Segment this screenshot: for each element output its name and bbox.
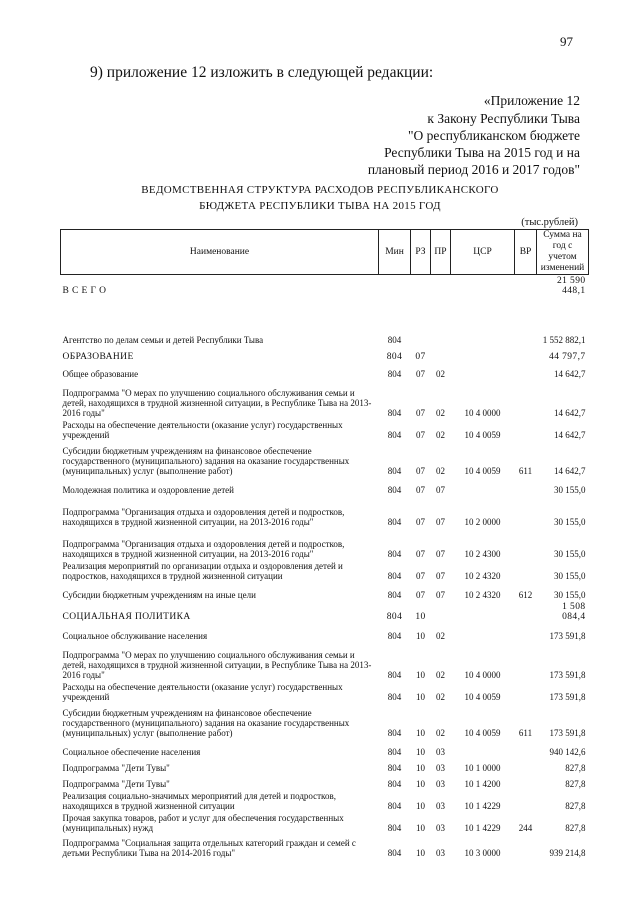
cell-csr — [451, 739, 515, 758]
cell-vr: 244 — [518, 823, 533, 833]
cell-sum: 14 642,7 — [554, 408, 586, 418]
cell-pr: 03 — [436, 801, 445, 811]
cell-csr: 10 1 4229 — [464, 801, 501, 811]
cell-sum: 827,8 — [565, 801, 586, 811]
cell-vr — [515, 601, 537, 623]
cell-vr: 612 — [518, 590, 533, 600]
cell-csr: 10 4 0059 — [464, 430, 501, 440]
table-row — [61, 297, 589, 329]
cell-rz: 07 — [416, 408, 425, 418]
cell-min: 804 — [387, 485, 402, 495]
cell-name: Подпрограмма "Дети Тувы" — [62, 763, 170, 773]
cell-min: 804 — [387, 801, 402, 811]
cell-sum: 21 590 448,1 — [556, 276, 586, 296]
cell-csr — [451, 601, 515, 623]
cell-pr: 02 — [436, 631, 445, 641]
cell-sum: 30 155,0 — [554, 485, 586, 495]
cell-sum: 173 591,8 — [549, 728, 586, 738]
cell-csr: 10 4 0000 — [464, 670, 501, 680]
cell-min: 804 — [387, 335, 402, 345]
cell-name: Подпрограмма "Дети Тувы" — [62, 779, 170, 789]
header-min: Мин — [379, 230, 411, 275]
cell-name: Реализация социально-значимых мероприятий для детей и подростков, находящихся в трудной жизненной ситуации — [62, 791, 336, 811]
cell-vr: 611 — [518, 466, 533, 476]
cell-min: 804 — [387, 692, 402, 702]
table-row — [61, 601, 589, 623]
cell-sum: 173 591,8 — [549, 631, 586, 641]
header-csr: ЦСР — [451, 230, 515, 275]
cell-csr: 10 2 4300 — [464, 549, 501, 559]
cell-name — [61, 297, 379, 329]
cell-vr — [515, 419, 537, 441]
cell-name: Агентство по делам семьи и детей Республики Тыва — [62, 335, 264, 345]
cell-rz: 10 — [416, 728, 425, 738]
cell-pr: 03 — [436, 763, 445, 773]
cell-min: 804 — [387, 763, 402, 773]
cell-vr — [515, 681, 537, 703]
cell-min: 804 — [387, 670, 402, 680]
cell-rz: 10 — [416, 823, 425, 833]
cell-min: 804 — [387, 728, 402, 738]
cell-rz: 10 — [416, 670, 425, 680]
cell-min: 804 — [387, 369, 402, 379]
cell-min: 804 — [387, 517, 402, 527]
cell-pr — [431, 297, 451, 329]
cell-rz: 10 — [416, 779, 425, 789]
cell-vr — [515, 623, 537, 642]
table-row — [61, 477, 589, 496]
cell-pr: 02 — [436, 670, 445, 680]
cell-name: Подпрограмма "Организация отдыха и оздоровления детей и подростков, находящихся в трудной жизненной ситуации, на 2013-2016 годы" — [62, 539, 345, 559]
cell-pr: 03 — [436, 779, 445, 789]
cell-vr — [515, 275, 537, 298]
cell-csr: 10 2 4320 — [464, 590, 501, 600]
cell-min: 804 — [387, 590, 402, 600]
table-row — [61, 834, 589, 859]
cell-rz: 10 — [416, 801, 425, 811]
cell-sum: 30 155,0 — [554, 590, 586, 600]
cell-name: Социальное обеспечение населения — [62, 747, 201, 757]
page-number: 97 — [560, 34, 573, 49]
cell-vr — [515, 346, 537, 363]
cell-pr: 07 — [436, 485, 445, 495]
document-title-line: ВЕДОМСТВЕННАЯ СТРУКТУРА РАСХОДОВ РЕСПУБЛИКАНСКОГО — [141, 184, 499, 196]
table-row — [61, 560, 589, 582]
table-row — [61, 528, 589, 560]
cell-sum: 14 642,7 — [554, 430, 586, 440]
table-row — [61, 419, 589, 441]
cell-pr: 03 — [436, 823, 445, 833]
cell-vr — [515, 297, 537, 329]
cell-vr: 611 — [518, 728, 533, 738]
cell-pr: 07 — [436, 590, 445, 600]
cell-rz — [411, 297, 431, 329]
cell-pr — [431, 601, 451, 623]
cell-rz: 07 — [416, 549, 425, 559]
cell-vr — [515, 560, 537, 582]
cell-min: 804 — [387, 747, 402, 757]
cell-vr — [515, 739, 537, 758]
cell-rz: 10 — [416, 848, 425, 858]
cell-name: Расходы на обеспечение деятельности (оказание услуг) государственных учреждений — [62, 420, 343, 440]
cell-min: 804 — [387, 779, 402, 789]
table-header-row — [61, 230, 589, 275]
cell-min: 804 — [386, 352, 403, 362]
table-row — [61, 496, 589, 528]
header-vr: ВР — [515, 230, 537, 275]
cell-name: Подпрограмма "Организация отдыха и оздоровления детей и подростков, находящихся в трудной жизненной ситуации, на 2013-2016 годы" — [62, 507, 345, 527]
cell-sum: 173 591,8 — [549, 670, 586, 680]
cell-rz — [411, 275, 431, 298]
cell-sum: 14 642,7 — [554, 369, 586, 379]
appendix-header-line: к Закону Республики Тыва — [427, 111, 580, 126]
cell-rz: 07 — [416, 369, 425, 379]
table-row — [61, 681, 589, 703]
cell-csr — [451, 297, 515, 329]
header-rz: РЗ — [411, 230, 431, 275]
cell-name: В С Е Г О — [62, 286, 107, 296]
cell-pr — [431, 346, 451, 363]
appendix-header-line: Республики Тыва на 2015 год и на — [384, 145, 580, 160]
cell-name: Субсидии бюджетным учреждениям на финансовое обеспечение государственного (муниципального) задания на оказание государственных (муниципальных) услуг (выполнение работ) — [62, 446, 350, 476]
cell-csr — [451, 346, 515, 363]
document-title-line: БЮДЖЕТА РЕСПУБЛИКИ ТЫВА НА 2015 ГОД — [199, 200, 441, 212]
cell-sum: 30 155,0 — [554, 571, 586, 581]
cell-min: 804 — [387, 430, 402, 440]
cell-csr: 10 4 0059 — [464, 728, 501, 738]
cell-csr: 10 1 4229 — [464, 823, 501, 833]
appendix-header-line: "О республиканском бюджете — [407, 128, 580, 143]
table-row — [61, 703, 589, 739]
cell-vr — [515, 363, 537, 380]
cell-vr — [515, 477, 537, 496]
cell-pr: 03 — [436, 848, 445, 858]
table-row — [61, 812, 589, 834]
cell-vr — [515, 642, 537, 681]
cell-sum: 940 142,6 — [549, 747, 586, 757]
cell-sum: 827,8 — [565, 779, 586, 789]
cell-min: 804 — [387, 549, 402, 559]
header-pr: ПР — [431, 230, 451, 275]
cell-pr: 07 — [436, 517, 445, 527]
table-row — [61, 758, 589, 774]
cell-name: Субсидии бюджетным учреждениям на финансовое обеспечение государственного (муниципального) задания на оказание государственных (муниципальных) услуг (выполнение работ) — [62, 708, 350, 738]
cell-min: 804 — [387, 848, 402, 858]
cell-vr — [515, 774, 537, 790]
cell-pr: 02 — [436, 692, 445, 702]
cell-name: Социальное обслуживание населения — [62, 631, 208, 641]
cell-csr: 10 2 0000 — [464, 517, 501, 527]
cell-rz: 10 — [416, 763, 425, 773]
header-sum: Сумма на год с учетом изменений — [537, 230, 589, 275]
cell-vr — [515, 496, 537, 528]
table-row — [61, 441, 589, 477]
cell-pr: 02 — [436, 430, 445, 440]
cell-csr: 10 2 4320 — [464, 571, 501, 581]
table-row — [61, 774, 589, 790]
table-row — [61, 363, 589, 380]
cell-csr: 10 3 0000 — [464, 848, 501, 858]
appendix-header-line: плановый период 2016 и 2017 годов" — [367, 162, 580, 177]
appendix-header-line: «Приложение 12 — [483, 93, 580, 108]
cell-csr — [451, 329, 515, 346]
cell-name: ОБРАЗОВАНИЕ — [62, 352, 134, 362]
table-row — [61, 275, 589, 298]
cell-rz: 10 — [416, 747, 425, 757]
cell-sum: 44 797,7 — [549, 352, 586, 362]
cell-pr: 02 — [436, 728, 445, 738]
cell-vr — [515, 834, 537, 859]
cell-sum: 1 552 882,1 — [542, 335, 586, 345]
cell-pr: 07 — [436, 549, 445, 559]
table-row — [61, 329, 589, 346]
table-body — [61, 275, 589, 860]
cell-name: СОЦИАЛЬНАЯ ПОЛИТИКА — [62, 612, 191, 622]
cell-sum: 30 155,0 — [554, 517, 586, 527]
cell-rz: 10 — [416, 631, 425, 641]
cell-csr — [451, 275, 515, 298]
cell-csr — [451, 623, 515, 642]
cell-pr: 02 — [436, 369, 445, 379]
cell-rz: 07 — [415, 352, 426, 362]
units-label: (тыс.рублей) — [521, 217, 578, 228]
cell-pr — [431, 275, 451, 298]
cell-vr — [515, 790, 537, 812]
cell-vr — [515, 329, 537, 346]
cell-csr: 10 4 0059 — [464, 466, 501, 476]
cell-min: 804 — [387, 571, 402, 581]
cell-pr: 07 — [436, 571, 445, 581]
cell-sum — [537, 297, 589, 329]
cell-sum: 30 155,0 — [554, 549, 586, 559]
cell-min — [379, 297, 411, 329]
cell-rz — [411, 329, 431, 346]
cell-pr: 03 — [436, 747, 445, 757]
cell-vr — [515, 758, 537, 774]
cell-pr: 02 — [436, 466, 445, 476]
table-row — [61, 346, 589, 363]
cell-rz: 07 — [416, 571, 425, 581]
cell-csr: 10 4 0000 — [464, 408, 501, 418]
cell-sum: 827,8 — [565, 823, 586, 833]
cell-rz: 07 — [416, 517, 425, 527]
table-row — [61, 739, 589, 758]
table-row — [61, 380, 589, 419]
table-row — [61, 582, 589, 601]
cell-name: Подпрограмма "Социальная защита отдельных категорий граждан и семей с детьми Республики Тыва на 2014-2016 годы" — [62, 838, 356, 858]
cell-sum: 939 214,8 — [549, 848, 586, 858]
cell-rz: 07 — [416, 590, 425, 600]
cell-min: 804 — [387, 823, 402, 833]
header-name: Наименование — [61, 230, 379, 275]
cell-min: 804 — [386, 612, 403, 622]
cell-name: Расходы на обеспечение деятельности (оказание услуг) государственных учреждений — [62, 682, 343, 702]
cell-name: Подпрограмма "О мерах по улучшению социального обслуживания семьи и детей, находящихся в трудной жизненной ситуации, в Республике Тыва на 2013-2016 годы" — [62, 650, 372, 680]
expenditure-table — [60, 229, 589, 859]
cell-sum: 1 508 084,4 — [562, 602, 586, 622]
cell-csr — [451, 477, 515, 496]
cell-csr: 10 1 4200 — [464, 779, 501, 789]
cell-rz: 10 — [416, 692, 425, 702]
cell-rz: 10 — [415, 612, 426, 622]
cell-name: Подпрограмма "О мерах по улучшению социального обслуживания семьи и детей, находящихся в трудной жизненной ситуации, в Республике Тыва на 2013-2016 годы" — [62, 388, 372, 418]
cell-name: Молодежная политика и оздоровление детей — [62, 485, 234, 495]
table-row — [61, 623, 589, 642]
cell-name: Прочая закупка товаров, работ и услуг для обеспечения государственных (муниципальных) нужд — [62, 813, 344, 833]
cell-csr: 10 4 0059 — [464, 692, 501, 702]
cell-rz: 07 — [416, 485, 425, 495]
cell-csr — [451, 363, 515, 380]
cell-sum: 14 642,7 — [554, 466, 586, 476]
cell-pr: 02 — [436, 408, 445, 418]
cell-sum: 827,8 — [565, 763, 586, 773]
cell-rz: 07 — [416, 466, 425, 476]
cell-csr: 10 1 0000 — [464, 763, 501, 773]
table-row — [61, 642, 589, 681]
cell-sum: 173 591,8 — [549, 692, 586, 702]
cell-pr — [431, 329, 451, 346]
cell-rz: 07 — [416, 430, 425, 440]
table-row — [61, 790, 589, 812]
amendment-text: 9) приложение 12 изложить в следующей редакции: — [90, 64, 434, 81]
cell-min: 804 — [387, 466, 402, 476]
cell-min: 804 — [387, 631, 402, 641]
cell-name: Общее образование — [62, 369, 139, 379]
cell-vr — [515, 380, 537, 419]
cell-name: Субсидии бюджетным учреждениям на иные цели — [62, 590, 256, 600]
cell-name: Реализация мероприятий по организации отдыха и оздоровления детей и подростков, находящихся в трудной жизненной ситуации — [62, 561, 343, 581]
cell-min — [379, 275, 411, 298]
cell-vr — [515, 528, 537, 560]
cell-min: 804 — [387, 408, 402, 418]
